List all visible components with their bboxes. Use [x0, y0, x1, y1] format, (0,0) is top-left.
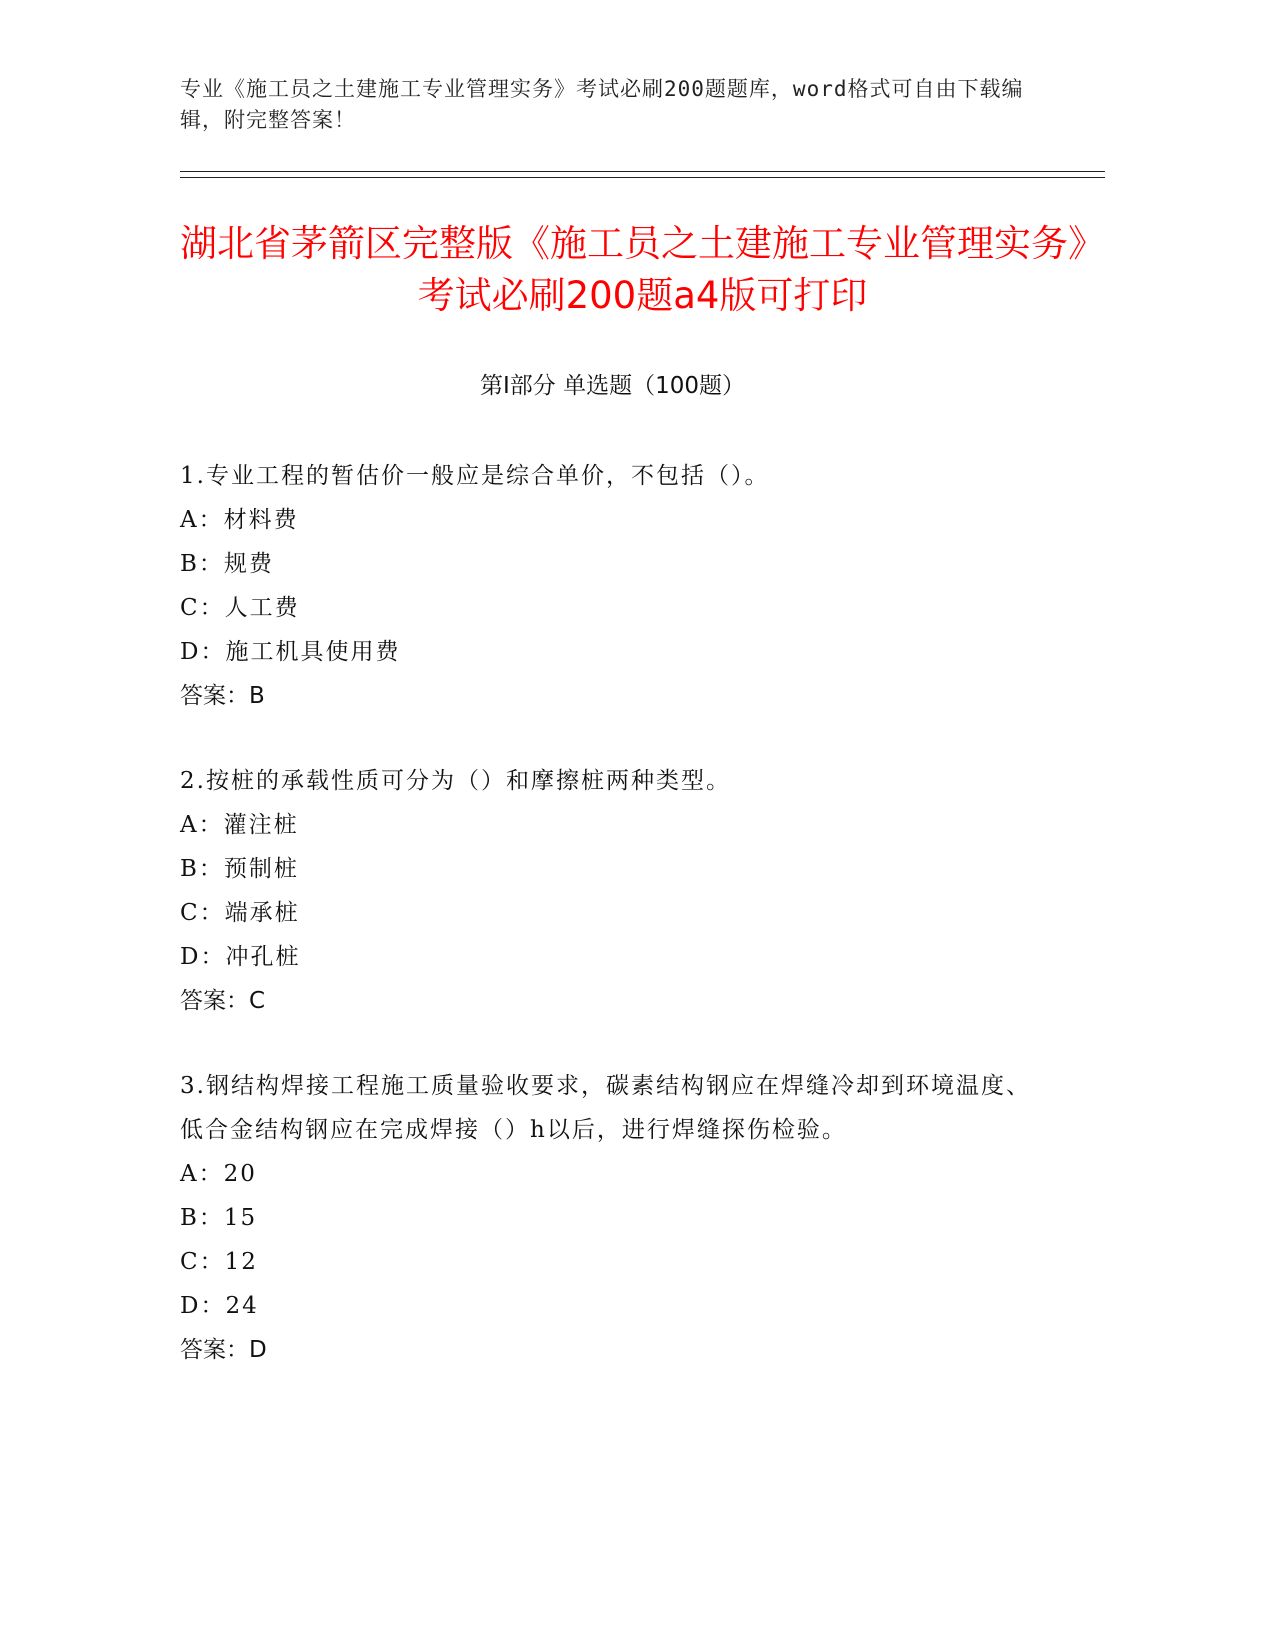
question-2 [180, 759, 1040, 1023]
option-letter: C： [180, 595, 225, 621]
answer-line: 答案：C [180, 988, 266, 1014]
question-1 [180, 454, 1040, 718]
option-d [180, 1284, 1040, 1328]
answer-line: 答案：D [180, 1337, 267, 1363]
option-b [180, 1196, 1040, 1240]
question-3 [180, 1064, 1040, 1372]
option-letter: B： [180, 1205, 224, 1231]
option-a [180, 803, 1040, 847]
option-c [180, 1240, 1040, 1284]
question-stem: 2.按桩的承载性质可分为（）和摩擦桩两种类型。 [180, 768, 731, 794]
option-text: 材料费 [223, 507, 299, 533]
option-text: 冲孔桩 [225, 944, 301, 970]
option-a [180, 1152, 1040, 1196]
option-text: 施工机具使用费 [225, 639, 401, 665]
option-text: 灌注桩 [223, 812, 299, 838]
option-letter: C： [180, 1249, 225, 1275]
header-rule-bottom [180, 177, 1105, 178]
header-note: 专业《施工员之土建施工专业管理实务》考试必刷200题题库，word格式可自由下载编辑，附完整答案！ [180, 77, 1024, 132]
option-text: 人工费 [224, 595, 300, 621]
option-text: 24 [225, 1293, 259, 1319]
option-letter: A： [180, 507, 224, 533]
document-title: 湖北省茅箭区完整版《施工员之土建施工专业管理实务》考试必刷200题a4版可打印 [180, 222, 1105, 317]
option-text: 12 [224, 1249, 258, 1275]
option-d [180, 935, 1040, 979]
option-text: 15 [223, 1205, 258, 1231]
option-letter: D： [180, 639, 226, 665]
option-letter: B： [180, 856, 224, 882]
option-d [180, 630, 1040, 674]
option-letter: A： [180, 812, 224, 838]
question-stem: 1.专业工程的暂估价一般应是综合单价，不包括（）。 [180, 463, 770, 489]
question-stem: 3.钢结构焊接工程施工质量验收要求，碳素结构钢应在焊缝冷却到环境温度、低合金结构钢应在完成焊接（）h以后，进行焊缝探伤检验。 [180, 1073, 1031, 1143]
option-b [180, 542, 1040, 586]
option-b [180, 847, 1040, 891]
option-letter: D： [180, 1293, 226, 1319]
option-c [180, 891, 1040, 935]
option-text: 端承桩 [224, 900, 300, 926]
option-letter: C： [180, 900, 225, 926]
option-letter: B： [180, 551, 224, 577]
option-a [180, 498, 1040, 542]
option-text: 预制桩 [223, 856, 299, 882]
header-rule-top [180, 171, 1105, 172]
option-text: 20 [223, 1161, 257, 1187]
option-letter: A： [180, 1161, 224, 1187]
answer-line: 答案：B [180, 683, 265, 709]
option-c [180, 586, 1040, 630]
option-letter: D： [180, 944, 226, 970]
option-text: 规费 [223, 551, 274, 577]
section-heading: 第Ⅰ部分 单选题（100题） [480, 373, 745, 399]
